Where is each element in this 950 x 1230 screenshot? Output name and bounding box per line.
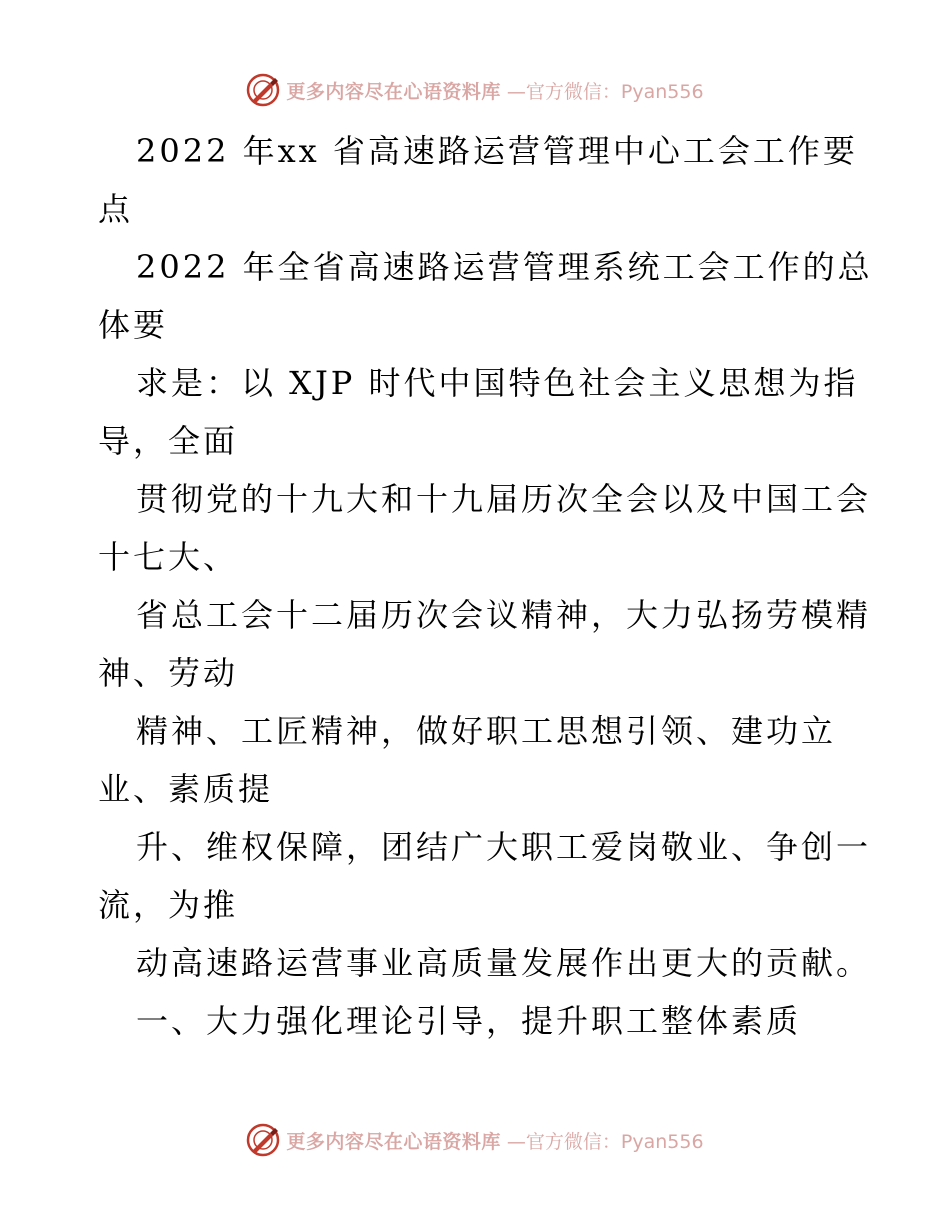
- body-line: 体要: [98, 306, 169, 344]
- body-line: 神、劳动: [98, 654, 239, 692]
- footer-banner: [0, 1120, 950, 1160]
- body-line: 点: [98, 190, 134, 228]
- pen-logo-icon: [246, 73, 280, 107]
- body-line: 2022 年全省高速路运营管理系统工会工作的总: [136, 248, 873, 286]
- header-wechat: —官方微信：Pyan556: [506, 80, 704, 103]
- footer-slogan: 更多内容尽在心语资料库: [286, 1130, 501, 1153]
- body-line: 求是：以 XJP 时代中国特色社会主义思想为指: [136, 364, 859, 402]
- body-line: 2022 年xx 省高速路运营管理中心工会工作要: [136, 132, 858, 170]
- header-banner: [0, 70, 950, 110]
- body-line: 动高速路运营事业高质量发展作出更大的贡献。: [136, 944, 872, 982]
- body-line: 贯彻党的十九大和十九届历次全会以及中国工会: [136, 480, 872, 518]
- section-heading: 一、大力强化理论引导，提升职工整体素质: [136, 1002, 802, 1040]
- body-line: 十七大、: [98, 538, 239, 576]
- body-line: 省总工会十二届历次会议精神，大力弘扬劳模精: [136, 596, 872, 634]
- body-line: 业、素质提: [98, 770, 274, 808]
- body-line: 升、维权保障，团结广大职工爱岗敬业、争创一: [136, 828, 872, 866]
- body-line: 导，全面: [98, 422, 239, 460]
- header-slogan: 更多内容尽在心语资料库: [286, 80, 501, 103]
- pen-logo-icon: [246, 1123, 280, 1157]
- footer-wechat: —官方微信：Pyan556: [506, 1130, 704, 1153]
- body-line: 精神、工匠精神，做好职工思想引领、建功立: [136, 712, 837, 750]
- document-body: [98, 122, 873, 1050]
- body-line: 流，为推: [98, 886, 239, 924]
